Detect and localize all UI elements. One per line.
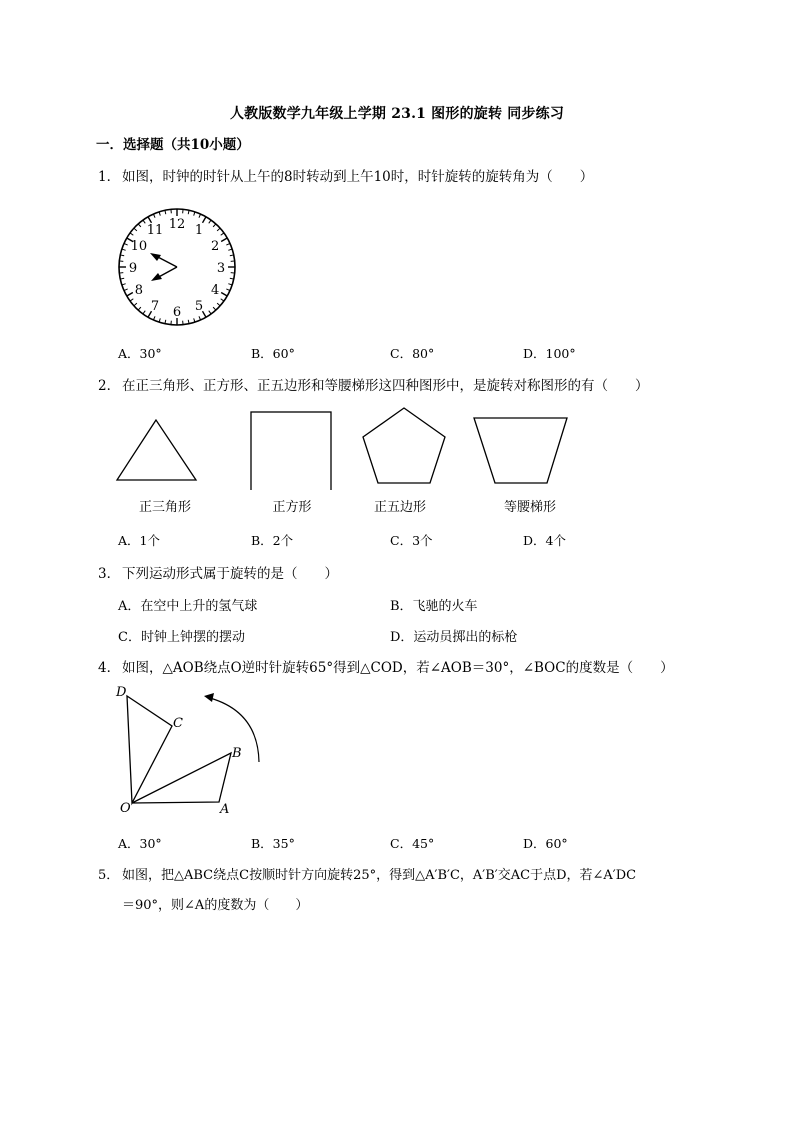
clock-tick [143, 220, 145, 223]
question-number: 5． [98, 868, 120, 883]
clock-tick [221, 238, 227, 242]
section-heading: 一．选择题（共10小题） [96, 137, 250, 153]
clock-tick [153, 316, 155, 320]
shape-label-pentagon: 正五边形 [373, 500, 426, 515]
clock-tick [130, 233, 133, 235]
question-4 [98, 656, 674, 676]
q3-option-b[interactable]: B．飞驰的火车 [390, 599, 478, 614]
question-text: 如图，时钟的时针从上午的8时转动到上午10时，时针旋转的旋转角为（ ） [122, 169, 594, 185]
question-text: 在正三角形、正方形、正五边形和等腰梯形这四种图形中，是旋转对称图形的有（ ） [122, 378, 649, 394]
question-number: 3． [98, 566, 121, 582]
question-5 [98, 864, 637, 883]
q1-option-c[interactable]: C．80° [390, 346, 435, 361]
point-label-o: O [120, 801, 131, 816]
triangle-shape [117, 420, 196, 480]
q4-option-a[interactable]: A．30° [118, 836, 162, 851]
point-label-c: C [173, 716, 183, 731]
clock-tick [159, 212, 160, 216]
clock-tick [143, 311, 145, 314]
point-label-b: B [232, 746, 242, 761]
point-label-d: D [116, 685, 127, 700]
q2-option-d[interactable]: D．4个 [523, 533, 566, 548]
question-text-line-1: 如图，把△ABC绕点C按顺时针方向旋转25°，得到△A′B′C，A′B′交AC于点D，若∠A′DC [122, 868, 637, 883]
q2-option-a[interactable]: A．1个 [118, 533, 160, 548]
shape-label-triangle: 正三角形 [138, 500, 191, 515]
clock-tick [194, 318, 195, 322]
clock-number: 2 [210, 239, 220, 254]
clock-number: 8 [134, 283, 144, 298]
clock-tick [153, 214, 155, 218]
clock-tick [217, 303, 220, 306]
shape-label-trapezoid: 等腰梯形 [503, 500, 556, 515]
clock-tick [134, 303, 137, 306]
clock-number: 11 [146, 222, 164, 238]
clock-tick [199, 316, 201, 320]
q2-option-b[interactable]: B．2个 [251, 533, 294, 548]
clock-tick [228, 284, 232, 285]
clock-tick [130, 299, 133, 301]
clock-tick [127, 293, 133, 297]
question-number: 4． [98, 660, 121, 676]
square-shape [251, 412, 331, 490]
pentagon-shape [363, 408, 445, 483]
rotation-figure [110, 682, 270, 817]
clock-number: 6 [172, 305, 182, 320]
clock-tick [217, 228, 220, 231]
clock-tick [209, 311, 211, 314]
q3-option-a[interactable]: A．在空中上升的氢气球 [118, 599, 258, 614]
q1-option-d[interactable]: D．100° [523, 346, 576, 361]
question-text: 如图，△AOB绕点O逆时针旋转65°得到△COD，若∠AOB＝30°，∠BOC的度数是（ ） [122, 660, 674, 676]
clock-number: 12 [168, 217, 186, 232]
clock-tick [221, 233, 224, 235]
clock-tick [221, 299, 224, 301]
q1-option-b[interactable]: B．60° [251, 346, 295, 361]
page-title: 人教版数学九年级上学期 23.1 图形的旋转 同步练习 [229, 106, 565, 122]
clock-tick [134, 228, 137, 231]
question-number: 2． [98, 378, 121, 394]
clock-tick [226, 289, 230, 291]
clock-number: 10 [130, 239, 148, 254]
clock-number: 1 [194, 222, 204, 238]
clock-number: 9 [128, 261, 138, 276]
clock-number: 5 [194, 299, 204, 315]
question-2 [98, 374, 649, 394]
clock-tick [199, 214, 201, 218]
question-text: 下列运动形式属于旋转的是（ ） [122, 566, 338, 582]
clock-tick [138, 307, 141, 310]
clock-tick [124, 243, 128, 245]
clock-number: 4 [210, 283, 220, 298]
clock-tick [213, 224, 216, 227]
clock-figure [110, 205, 246, 333]
q2-option-c[interactable]: C．3个 [390, 533, 433, 548]
question-1 [98, 165, 594, 185]
point-label-a: A [220, 802, 230, 817]
q3-option-c[interactable]: C．时钟上钟摆的摆动 [118, 630, 245, 645]
clock-number: 7 [150, 299, 160, 315]
question-5-line-2: ＝90°，则∠A的度数为（ ） [122, 898, 309, 913]
clock-tick [221, 293, 227, 297]
q4-option-b[interactable]: B．35° [251, 836, 295, 851]
q4-option-c[interactable]: C．45° [390, 836, 435, 851]
shape-label-square: 正方形 [272, 500, 312, 515]
shapes-figure [110, 405, 580, 490]
clock-tick [122, 249, 126, 250]
clock-tick [124, 289, 128, 291]
clock-number: 3 [216, 261, 226, 276]
question-3 [98, 562, 338, 582]
question-number: 1． [98, 169, 121, 185]
clock-tick [138, 224, 141, 227]
clock-tick [209, 220, 211, 223]
clock-tick [228, 249, 232, 250]
q4-option-d[interactable]: D．60° [523, 836, 568, 851]
clock-tick [159, 318, 160, 322]
q1-option-a[interactable]: A．30° [118, 346, 162, 361]
clock-tick [213, 307, 216, 310]
clock-tick [122, 284, 126, 285]
trapezoid-shape [474, 418, 567, 483]
clock-tick [226, 243, 230, 245]
clock-tick [194, 212, 195, 216]
q3-option-d[interactable]: D．运动员掷出的标枪 [390, 630, 518, 645]
